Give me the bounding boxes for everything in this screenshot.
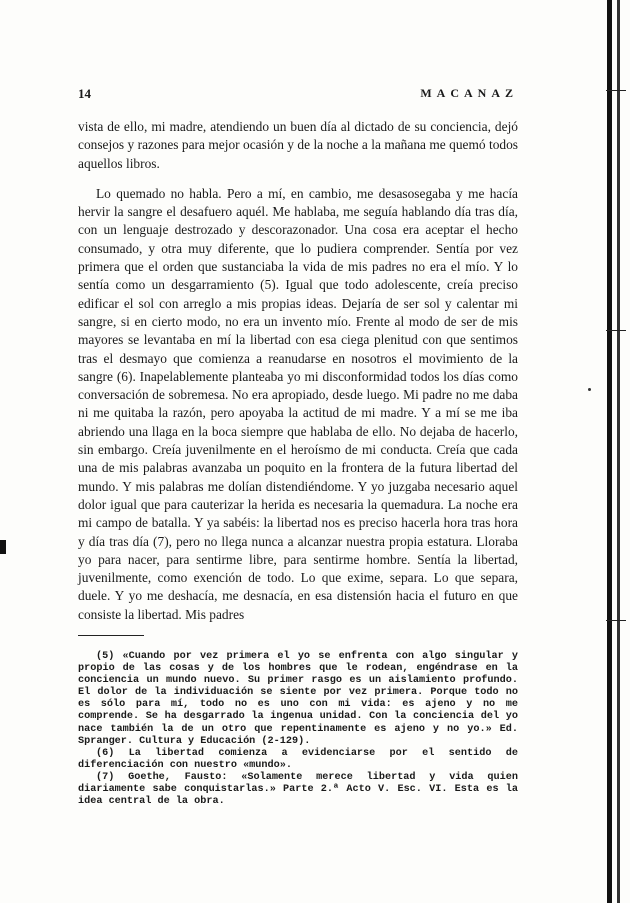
page-edge-shadow [617, 0, 620, 903]
scan-speck [588, 388, 591, 391]
footnote-divider [78, 635, 144, 636]
binding-mark [606, 90, 626, 91]
paragraph: vista de ello, mi madre, atendiendo un buen día al dictado de su conciencia, dejó consejos y razones para mejor ocasión y de la noche a la mañana me quemó todos aquellos libros. [78, 119, 518, 171]
running-head: MACANAZ [420, 86, 518, 100]
footnotes [78, 651, 518, 808]
paragraph: Lo quemado no habla. Pero a mí, en cambio, me desasosegaba y me hacía hervir la sangre el desafuero aquél. Me hablaba, me seguía hablando día tras día, con un lenguaje destrozado y descorazonador. Una cosa era aceptar el hecho consumado, y otra muy diferente, que lo pudiera comprender. Sentía por vez primera que el orden que sustanciaba la vida de mis padres no era el mío. Y lo sentía como un desgarramiento (5). Igual que todo adolescente, creía preciso edificar el sol con arreglo a mis propias ideas. Dejaría de ser sol y calentar mi sangre, si en cierto modo, no era un invento mío. Frente al modo de ser de mis mayores se levantaba en mí la libertad con esa ciega plenitud con que sentimos tras el desmayo que comienza a reanudarse en nosotros el movimiento de la sangre (6). Inapelablemente planteaba yo mi disconformidad todos los días como conversación de sobremesa. No era apropiado, desde luego. Mi padre no me daba ni me quitaba la razón, pero apoyaba la actitud de mi madre. Y a mí se me iba abriendo una llaga en la boca siempre que hablaba de ello. No dejaba de hacerlo, sin embargo. Creía juvenilmente en el heroísmo de mi conducta. Creía que cada una de mis palabras avanzaba un poquito en la frontera de la futura libertad del mundo. Y mis palabras me dolían distendiéndome. Y yo juzgaba necesario aquel dolor igual que para cauterizar la herida es necesaria la quemadura. La noche era mi campo de batalla. Y ya sabéis: la libertad nos es preciso hacerla hora tras hora y día tras día (7), pero no llega nunca a alcanzar nuestra propia estatura. Lloraba yo para nacer, para sentirme libre, para sentirme hombre. Sentía la libertad, juvenilmente, como exención de todo. Lo que exime, separa. Lo que separa, duele. Y yo me deshacía, me desnacía, en esa distensión hacia el futuro en que consiste la libertad. Mis padres [78, 185, 518, 622]
binding-edge [607, 0, 612, 903]
footnote: (6) La libertad comienza a evidenciarse por el sentido de diferenciación con nuestro «mundo». [78, 747, 518, 771]
page-header [78, 86, 518, 104]
footnote: (5) «Cuando por vez primera el yo se enfrenta con algo singular y propio de las cosas y de los hombres que le rodean, engéndrase en la conciencia un mundo nuevo. Su primer rasgo es un aislamiento profundo. El dolor de la individuación se siente por vez primera. Porque todo no es sólo para mí, todo no es uno con mi vida: es ajeno y no me comprende. Se ha desgarrado la ingenua unidad. Con la conciencia del yo nace también la de un otro que repentinamente es ajeno y no yo.» Ed. Spranger. Cultura y Educación (2-129). [78, 651, 518, 747]
scan-edge-mark [0, 540, 6, 554]
page-number: 14 [78, 86, 91, 101]
binding-mark [606, 330, 626, 331]
footnote: (7) Goethe, Fausto: «Solamente merece libertad y vida quien diariamente sabe conquistarlas.» Parte 2.ª Acto V. Esc. VI. Esta es la idea central de la obra. [78, 771, 518, 808]
body-text [78, 118, 518, 624]
binding-mark [606, 620, 626, 621]
